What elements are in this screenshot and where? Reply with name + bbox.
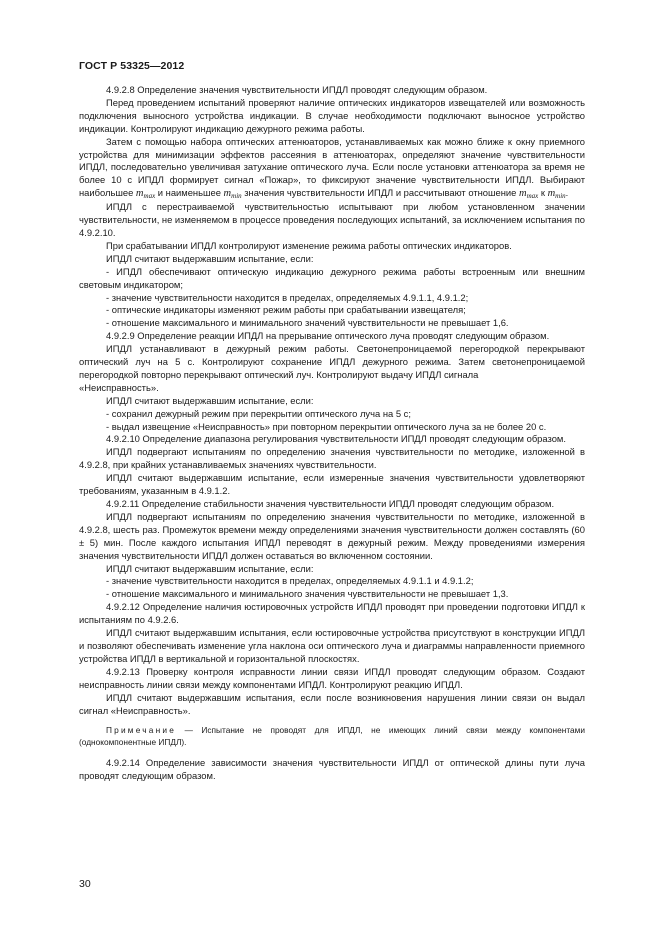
section-heading: 4.9.2.12 Определение наличия юстировочных устройств ИПДЛ проводят при проведении подготовки ИПДЛ к испытаниям по 4.9.2.6. [79, 601, 585, 626]
paragraph: ИПДЛ считают выдержавшим испытания, если юстировочные устройства присутствуют в конструкции ИПДЛ и позволяют обеспечивать изменение угла наклона оси оптического луча и диаграммы направленности приемного устройства ИПДЛ в вертикальной и горизонтальной плоскостях. [79, 627, 585, 664]
m-max-symbol: $m_{max}$ [135, 188, 156, 201]
list-item: - сохранил дежурный режим при перекрытии оптического луча на 5 с; [106, 407, 411, 419]
paragraph-text: значения чувствительности ИПДЛ и рассчитывают отношение [244, 187, 517, 199]
m-min-symbol: $m_{min}$ [223, 188, 242, 201]
list-item: - значение чувствительности находится в пределах, определяемых 4.9.1.1 и 4.9.1.2; [106, 575, 474, 587]
document-body [79, 84, 585, 783]
note-label: Примечание [106, 725, 177, 736]
paragraph: 4.9.2.8 Определение значения чувствительности ИПДЛ проводят следующим образом. [106, 84, 488, 95]
paragraph-text: и наименьшее [157, 187, 221, 199]
paragraph-text: Затем с помощью набора оптических аттенюаторов, устанавливаемых как можно ближе к окну приемного устройства для минимизации эффектов рассеяния в аттенюаторах, определяют значение чувствительности ИПДЛ, последовательно увеличивая затухание оптического луча. Если после установки аттенюатора за время не более 10 с ИПДЛ формирует сигнал «Пожар», то фиксируют значение чувствительности ИПДЛ. Выбирают наибольшее [79, 135, 585, 199]
paragraph: ИПДЛ считают выдержавшим испытание, если: [106, 562, 314, 574]
section-heading: 4.9.2.11 Определение стабильности значения чувствительности ИПДЛ проводят следующим образом. [106, 498, 555, 509]
paragraph: ИПДЛ считают выдержавшим испытание, если: [106, 252, 314, 264]
paragraph-text: к [540, 187, 545, 199]
list-item: - значение чувствительности находится в пределах, определяемых 4.9.1.1, 4.9.1.2; [106, 291, 469, 303]
note [79, 724, 585, 748]
list-item: - оптические индикаторы изменяют режим работы при срабатывании извещателя; [106, 304, 466, 316]
paragraph: Затем с помощью набора оптических аттенюаторов, устанавливаемых как можно ближе к окну приемного устройства для минимизации эффектов рассеяния в аттенюаторах, определяют значение чувствительности ИПДЛ, последовательно увеличивая затухание оптического луча. Если после установки аттенюатора за время не более 10 с ИПДЛ формирует сигнал «Пожар», то фиксируют значение чувствительности ИПДЛ. Выбирают наибольшее $m_{max}$ и наименьшее $m_{min}$ значения чувствительности ИПДЛ и рассчитывают отношение $m_{max}$ к $m_{min}$. [79, 135, 585, 201]
paragraph: ИПДЛ подвергают испытаниям по определению значения чувствительности по методике, изложенной в 4.9.2.8, при крайних устанавливаемых значениях чувствительности. [79, 446, 585, 471]
list-item: - отношение максимального и минимального значения чувствительности не превышает 1,3. [106, 588, 509, 600]
paragraph: ИПДЛ устанавливают в дежурный режим работы. Светонепроницаемой перегородкой перекрывают оптический луч на 5 с. Контролируют сохранение ИПДЛ дежурного режима. Затем светонепроницаемой перегородкой повторно перекрывают оптический луч. Контролируют выдачу ИПДЛ сигнала [79, 343, 585, 380]
m-min-symbol: $m_{min}$ [547, 188, 566, 201]
paragraph: ИПДЛ считают выдержавшим испытание, если: [106, 394, 314, 406]
paragraph: При срабатывании ИПДЛ контролируют изменение режима работы оптических индикаторов. [106, 239, 512, 251]
section-heading: 4.9.2.14 Определение зависимости значения чувствительности ИПДЛ от оптической длины пути луча проводят следующим образом. [79, 757, 585, 782]
paragraph: Перед проведением испытаний проверяют наличие оптических индикаторов извещателей или возможность подключения выносного устройства индикации. В случае необходимости подключают выносное устройство индикации. Контролируют индикацию дежурного режима работы. [79, 96, 585, 134]
list-item: - ИПДЛ обеспечивают оптическую индикацию дежурного режима работы встроенным или внешним световым индикатором; [79, 265, 585, 290]
paragraph: ИПДЛ подвергают испытаниям по определению значения чувствительности по методике, изложенной в 4.9.2.8, шесть раз. Промежуток времени между определениями значения чувствительности должен составлять (60 ± 5) мин. После каждого испытания ИПДЛ переводят в дежурный режим. Между проведениями измерения значения чувствительности ИПДЛ должен оставаться во включенном состоянии. [79, 510, 585, 561]
paragraph: ИПДЛ с перестраиваемой чувствительностью испытывают при любом установленном значении чувствительности, не изменяемом в процессе проведения последующих испытаний, за исключением испытания по 4.9.2.10. [79, 201, 585, 238]
note-text: — Испытание не проводят для ИПДЛ, не имеющих линий связи между компонентами (однокомпонентные ИПДЛ). [79, 725, 585, 748]
paragraph: ИПДЛ считают выдержавшим испытания, если после возникновения нарушения линии связи он выдал сигнал «Неисправность». [79, 691, 585, 716]
paragraph: «Неисправность». [79, 381, 159, 393]
section-heading: 4.9.2.9 Определение реакции ИПДЛ на прерывание оптического луча проводят следующим образом. [106, 330, 550, 342]
document-header: ГОСТ Р 53325—2012 [79, 60, 185, 72]
list-item: - отношение максимального и минимального значений чувствительности не превышает 1,6. [106, 317, 509, 329]
section-heading: 4.9.2.10 Определение диапазона регулирования чувствительности ИПДЛ проводят следующим образом. [106, 433, 566, 445]
section-heading: 4.9.2.13 Проверку контроля исправности линии связи ИПДЛ проводят следующим образом. Создают неисправность линии связи между компонентами ИПДЛ. Контролируют реакцию ИПДЛ. [79, 665, 585, 690]
list-item: - выдал извещение «Неисправность» при повторном перекрытии оптического луча за не более 20 с. [106, 420, 547, 432]
paragraph: ИПДЛ считают выдержавшим испытание, если измеренные значения чувствительности удовлетворяют требованиям, указанным в 4.9.1.2. [79, 472, 585, 497]
page-number: 30 [79, 878, 91, 890]
m-max-symbol: $m_{max}$ [518, 188, 539, 201]
